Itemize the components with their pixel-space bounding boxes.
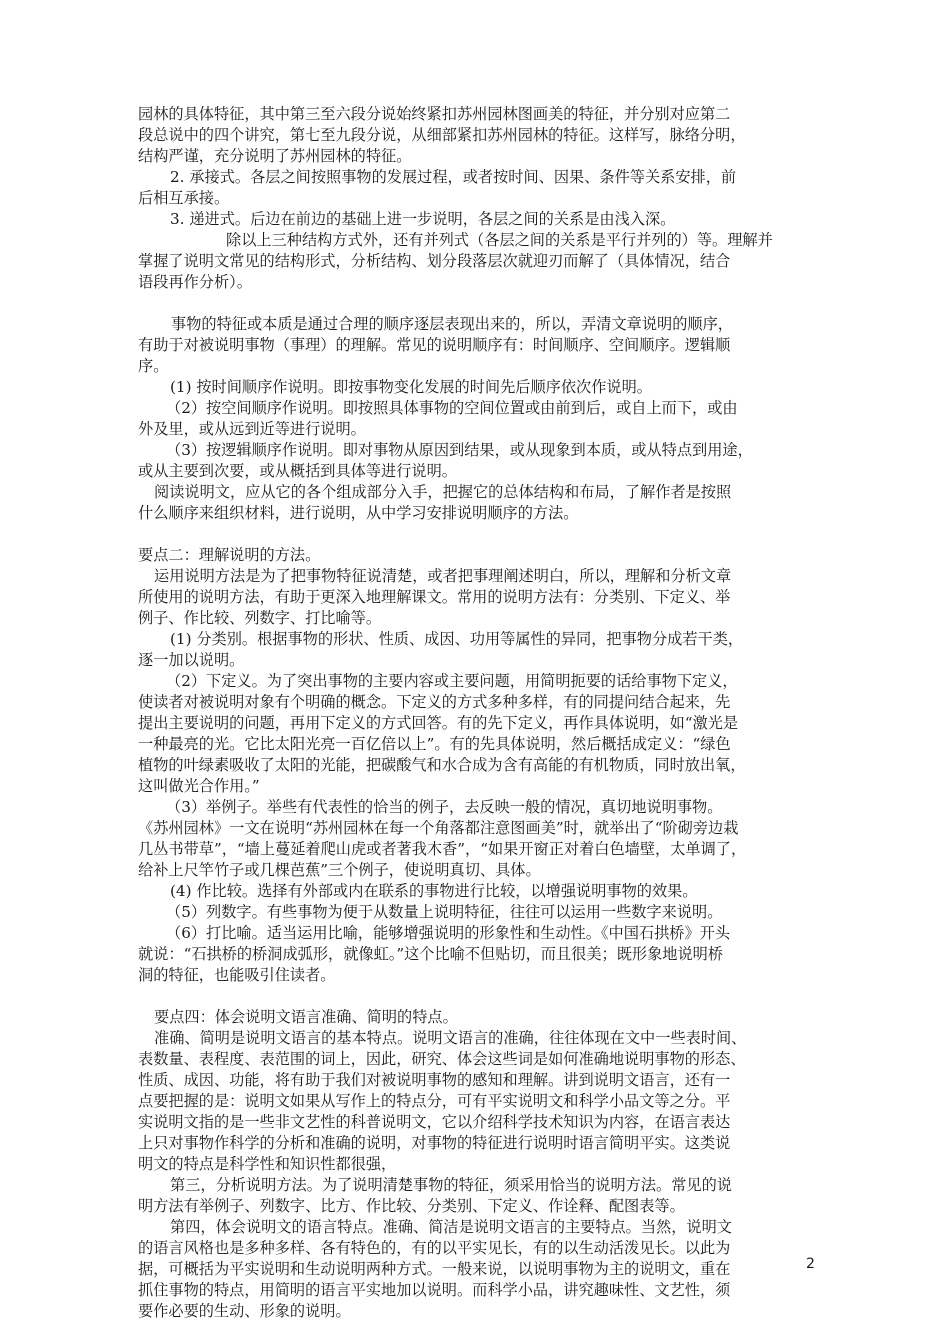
text-line: 提出主要说明的问题，再用下定义的方式回答。有的先下定义，再作具体说明，如“激光是 <box>138 714 739 732</box>
text-line: 性质、成因、功能，将有助于我们对被说明事物的感知和理解。讲到说明文语言，还有一 <box>138 1071 731 1089</box>
text-line: (1) 按时间顺序作说明。即按事物变化发展的时间先后顺序依次作说明。 <box>170 378 652 396</box>
text-line: （2）按空间顺序作说明。即按照具体事物的空间位置或由前到后，或自上而下，或由 <box>166 399 738 417</box>
text-line: 阅读说明文，应从它的各个组成部分入手，把握它的总体结构和布局，了解作者是按照 <box>154 483 732 501</box>
page-number: 2 <box>806 1256 815 1272</box>
text-line: 准确、简明是说明文语言的基本特点。说明文语言的准确，往往体现在文中一些表时间、 <box>154 1029 747 1047</box>
text-line: 点要把握的是：说明文如果从写作上的特点分，可有平实说明文和科学小品文等之分。平 <box>138 1092 731 1110</box>
text-line: 2. 承接式。各层之间按照事物的发展过程，或者按时间、因果、条件等关系安排，前 <box>170 168 737 186</box>
text-line: 洞的特征，也能吸引住读者。 <box>138 966 336 984</box>
text-line: 植物的叶绿素吸收了太阳的光能，把碳酸气和水合成为含有高能的有机物质，同时放出氧， <box>138 756 746 774</box>
text-line: 例子、作比较、列数字、打比喻等。 <box>138 609 381 627</box>
text-line: 第三，分析说明方法。为了说明清楚事物的特征，须采用恰当的说明方法。常见的说 <box>170 1176 732 1194</box>
text-line: （2）下定义。为了突出事物的主要内容或主要问题，用简明扼要的话给事物下定义， <box>166 672 738 690</box>
text-line: （3）按逻辑顺序作说明。即对事物从原因到结果，或从现象到本质，或从特点到用途， <box>166 441 753 459</box>
text-line: 的语言风格也是多种多样、各有特色的，有的以平实见长，有的以生动活泼见长。以此为 <box>138 1239 731 1257</box>
text-line: 序。 <box>138 357 169 375</box>
text-line: 给补上尺竿竹子或几棵芭蕉”三个例子，使说明真切、具体。 <box>138 861 541 879</box>
text-line: 这叫做光合作用。” <box>138 777 260 795</box>
section-heading: 要点二：理解说明的方法。 <box>138 546 321 564</box>
text-line: 抓住事物的特点，用简明的语言平实地加以说明。而科学小品，讲究趣味性、文艺性，须 <box>138 1281 731 1299</box>
text-line: 实说明文指的是一些非文艺性的科普说明文，它以介绍科学技术知识为内容，在语言表达 <box>138 1113 731 1131</box>
section-heading: 要点四：体会说明文语言准确、简明的特点。 <box>154 1008 458 1026</box>
text-line: 外及里，或从远到近等进行说明。 <box>138 420 366 438</box>
text-line: 明文的特点是科学性和知识性都很强， <box>138 1155 397 1173</box>
text-line: 要作必要的生动、形象的说明。 <box>138 1302 351 1320</box>
text-line: 3. 递进式。后边在前边的基础上进一步说明，各层之间的关系是由浅入深。 <box>170 210 676 228</box>
text-line: 除以上三种结构方式外，还有并列式（各层之间的关系是平行并列的）等。理解并 <box>226 231 773 249</box>
text-line: 据，可概括为平实说明和生动说明两种方式。一般来说，以说明事物为主的说明文，重在 <box>138 1260 731 1278</box>
text-line: 有助于对被说明事物（事理）的理解。常见的说明顺序有：时间顺序、空间顺序。逻辑顺 <box>138 336 731 354</box>
text-line: 后相互承接。 <box>138 189 230 207</box>
text-line: 就说：“石拱桥的桥洞成弧形，就像虹。”这个比喻不但贴切，而且很美；既形象地说明桥 <box>138 945 724 963</box>
text-line: 或从主要到次要，或从概括到具体等进行说明。 <box>138 462 457 480</box>
text-line: 段总说中的四个讲究，第七至九段分说，从细部紧扣苏州园林的特征。这样写，脉络分明， <box>138 126 746 144</box>
text-line: 表数量、表程度、表范围的词上，因此，研究、体会这些词是如何准确地说明事物的形态、 <box>138 1050 746 1068</box>
text-line: 第四，体会说明文的语言特点。准确、简洁是说明文语言的主要特点。当然，说明文 <box>170 1218 732 1236</box>
text-line: 掌握了说明文常见的结构形式，分析结构、划分段落层次就迎刃而解了（具体情况，结合 <box>138 252 731 270</box>
text-line: （3）举例子。举些有代表性的恰当的例子，去反映一般的情况，真切地说明事物。 <box>166 798 723 816</box>
text-line: 上只对事物作科学的分析和准确的说明，对事物的特征进行说明时语言简明平实。这类说 <box>138 1134 731 1152</box>
text-line: 逐一加以说明。 <box>138 651 245 669</box>
text-line: 《苏州园林》一文在说明“苏州园林在每一个角落都注意图画美”时，就举出了“阶砌旁边栽 <box>138 819 739 837</box>
text-line: 一种最亮的光。它比太阳光亮一百亿倍以上”。有的先具体说明，然后概括成定义：“绿色 <box>138 735 731 753</box>
text-line: （5）列数字。有些事物为便于从数量上说明特征，往往可以运用一些数字来说明。 <box>166 903 723 921</box>
text-line: 园林的具体特征，其中第三至六段分说始终紧扣苏州园林图画美的特征，并分别对应第二 <box>138 105 731 123</box>
text-line: 所使用的说明方法，有助于更深入地理解课文。常用的说明方法有：分类别、下定义、举 <box>138 588 731 606</box>
text-line: 明方法有举例子、列数字、比方、作比较、分类别、下定义、作诠释、配图表等。 <box>138 1197 685 1215</box>
text-line: (4) 作比较。选择有外部或内在联系的事物进行比较，以增强说明事物的效果。 <box>170 882 698 900</box>
text-line: 语段再作分析）。 <box>138 273 252 291</box>
text-line: 什么顺序来组织材料，进行说明，从中学习安排说明顺序的方法。 <box>138 504 579 522</box>
text-line: (1) 分类别。根据事物的形状、性质、成因、功用等属性的异同，把事物分成若干类， <box>170 630 744 648</box>
text-line: （6）打比喻。适当运用比喻，能够增强说明的形象性和生动性。《中国石拱桥》开头 <box>166 924 731 942</box>
text-line: 运用说明方法是为了把事物特征说清楚，或者把事理阐述明白，所以，理解和分析文章 <box>154 567 732 585</box>
text-line: 使读者对被说明对象有个明确的概念。下定义的方式多种多样，有的同提问结合起来，先 <box>138 693 731 711</box>
text-line: 事物的特征或本质是通过合理的顺序逐层表现出来的，所以，弄清文章说明的顺序， <box>171 315 733 333</box>
text-line: 结构严谨，充分说明了苏州园林的特征。 <box>138 147 412 165</box>
text-line: 几丛书带草”，“墙上蔓延着爬山虎或者著我木香”，“如果开窗正对着白色墙壁，太单调了， <box>138 840 747 858</box>
